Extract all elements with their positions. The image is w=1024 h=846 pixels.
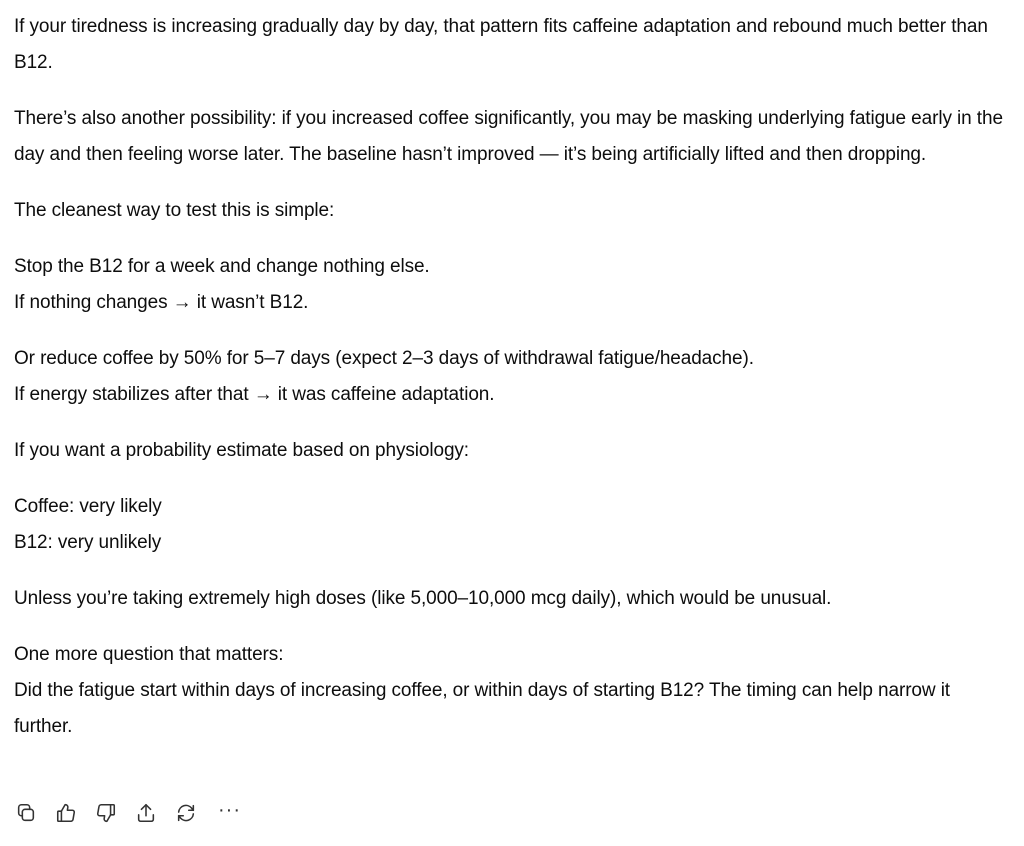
share-button[interactable] (135, 798, 175, 828)
message-paragraph (14, 581, 1004, 617)
message-line: Stop the B12 for a week and change nothing else. (14, 256, 430, 277)
thumbs-up-icon (55, 802, 77, 824)
message-line: Did the fatigue start within days of increasing coffee, or within days of starting B12? The timing can help narrow it further. (14, 680, 950, 737)
more-button[interactable] (215, 798, 255, 828)
message-paragraph (14, 341, 1004, 413)
regenerate-icon (175, 802, 197, 824)
message-paragraph (14, 101, 1004, 173)
message-line: One more question that matters: (14, 644, 284, 665)
message-paragraph (14, 637, 1004, 745)
message-paragraph (14, 489, 1004, 561)
message-actions (15, 798, 255, 828)
copy-icon (15, 802, 37, 824)
message-paragraph (14, 249, 1004, 321)
thumbs-down-icon (95, 802, 117, 824)
assistant-message (14, 9, 1004, 765)
message-paragraph (14, 193, 1004, 229)
share-icon (135, 802, 157, 824)
message-line: If your tiredness is increasing gradually day by day, that pattern fits caffeine adaptation and rebound much better than B12. (14, 16, 988, 73)
message-line: There’s also another possibility: if you increased coffee significantly, you may be masking underlying fatigue early in the day and then feeling worse later. The baseline hasn’t improved — it’s being artificially lifted and then dropping. (14, 108, 1003, 165)
thumbs-up-button[interactable] (55, 798, 95, 828)
message-line: B12: very unlikely (14, 532, 162, 553)
message-line: Unless you’re taking extremely high doses (like 5,000–10,000 mcg daily), which would be unusual. (14, 588, 832, 609)
message-paragraph (14, 9, 1004, 81)
regenerate-button[interactable] (175, 798, 215, 828)
message-paragraph (14, 433, 1004, 469)
more-icon: ··· (218, 799, 241, 821)
message-line: If you want a probability estimate based on physiology: (14, 440, 469, 461)
message-line: The cleanest way to test this is simple: (14, 200, 335, 221)
message-line: If energy stabilizes after that → it was caffeine adaptation. (14, 384, 495, 405)
message-line: If nothing changes → it wasn’t B12. (14, 292, 309, 313)
message-line: Or reduce coffee by 50% for 5–7 days (expect 2–3 days of withdrawal fatigue/headache). (14, 348, 754, 369)
copy-button[interactable] (15, 798, 55, 828)
thumbs-down-button[interactable] (95, 798, 135, 828)
message-line: Coffee: very likely (14, 496, 162, 517)
